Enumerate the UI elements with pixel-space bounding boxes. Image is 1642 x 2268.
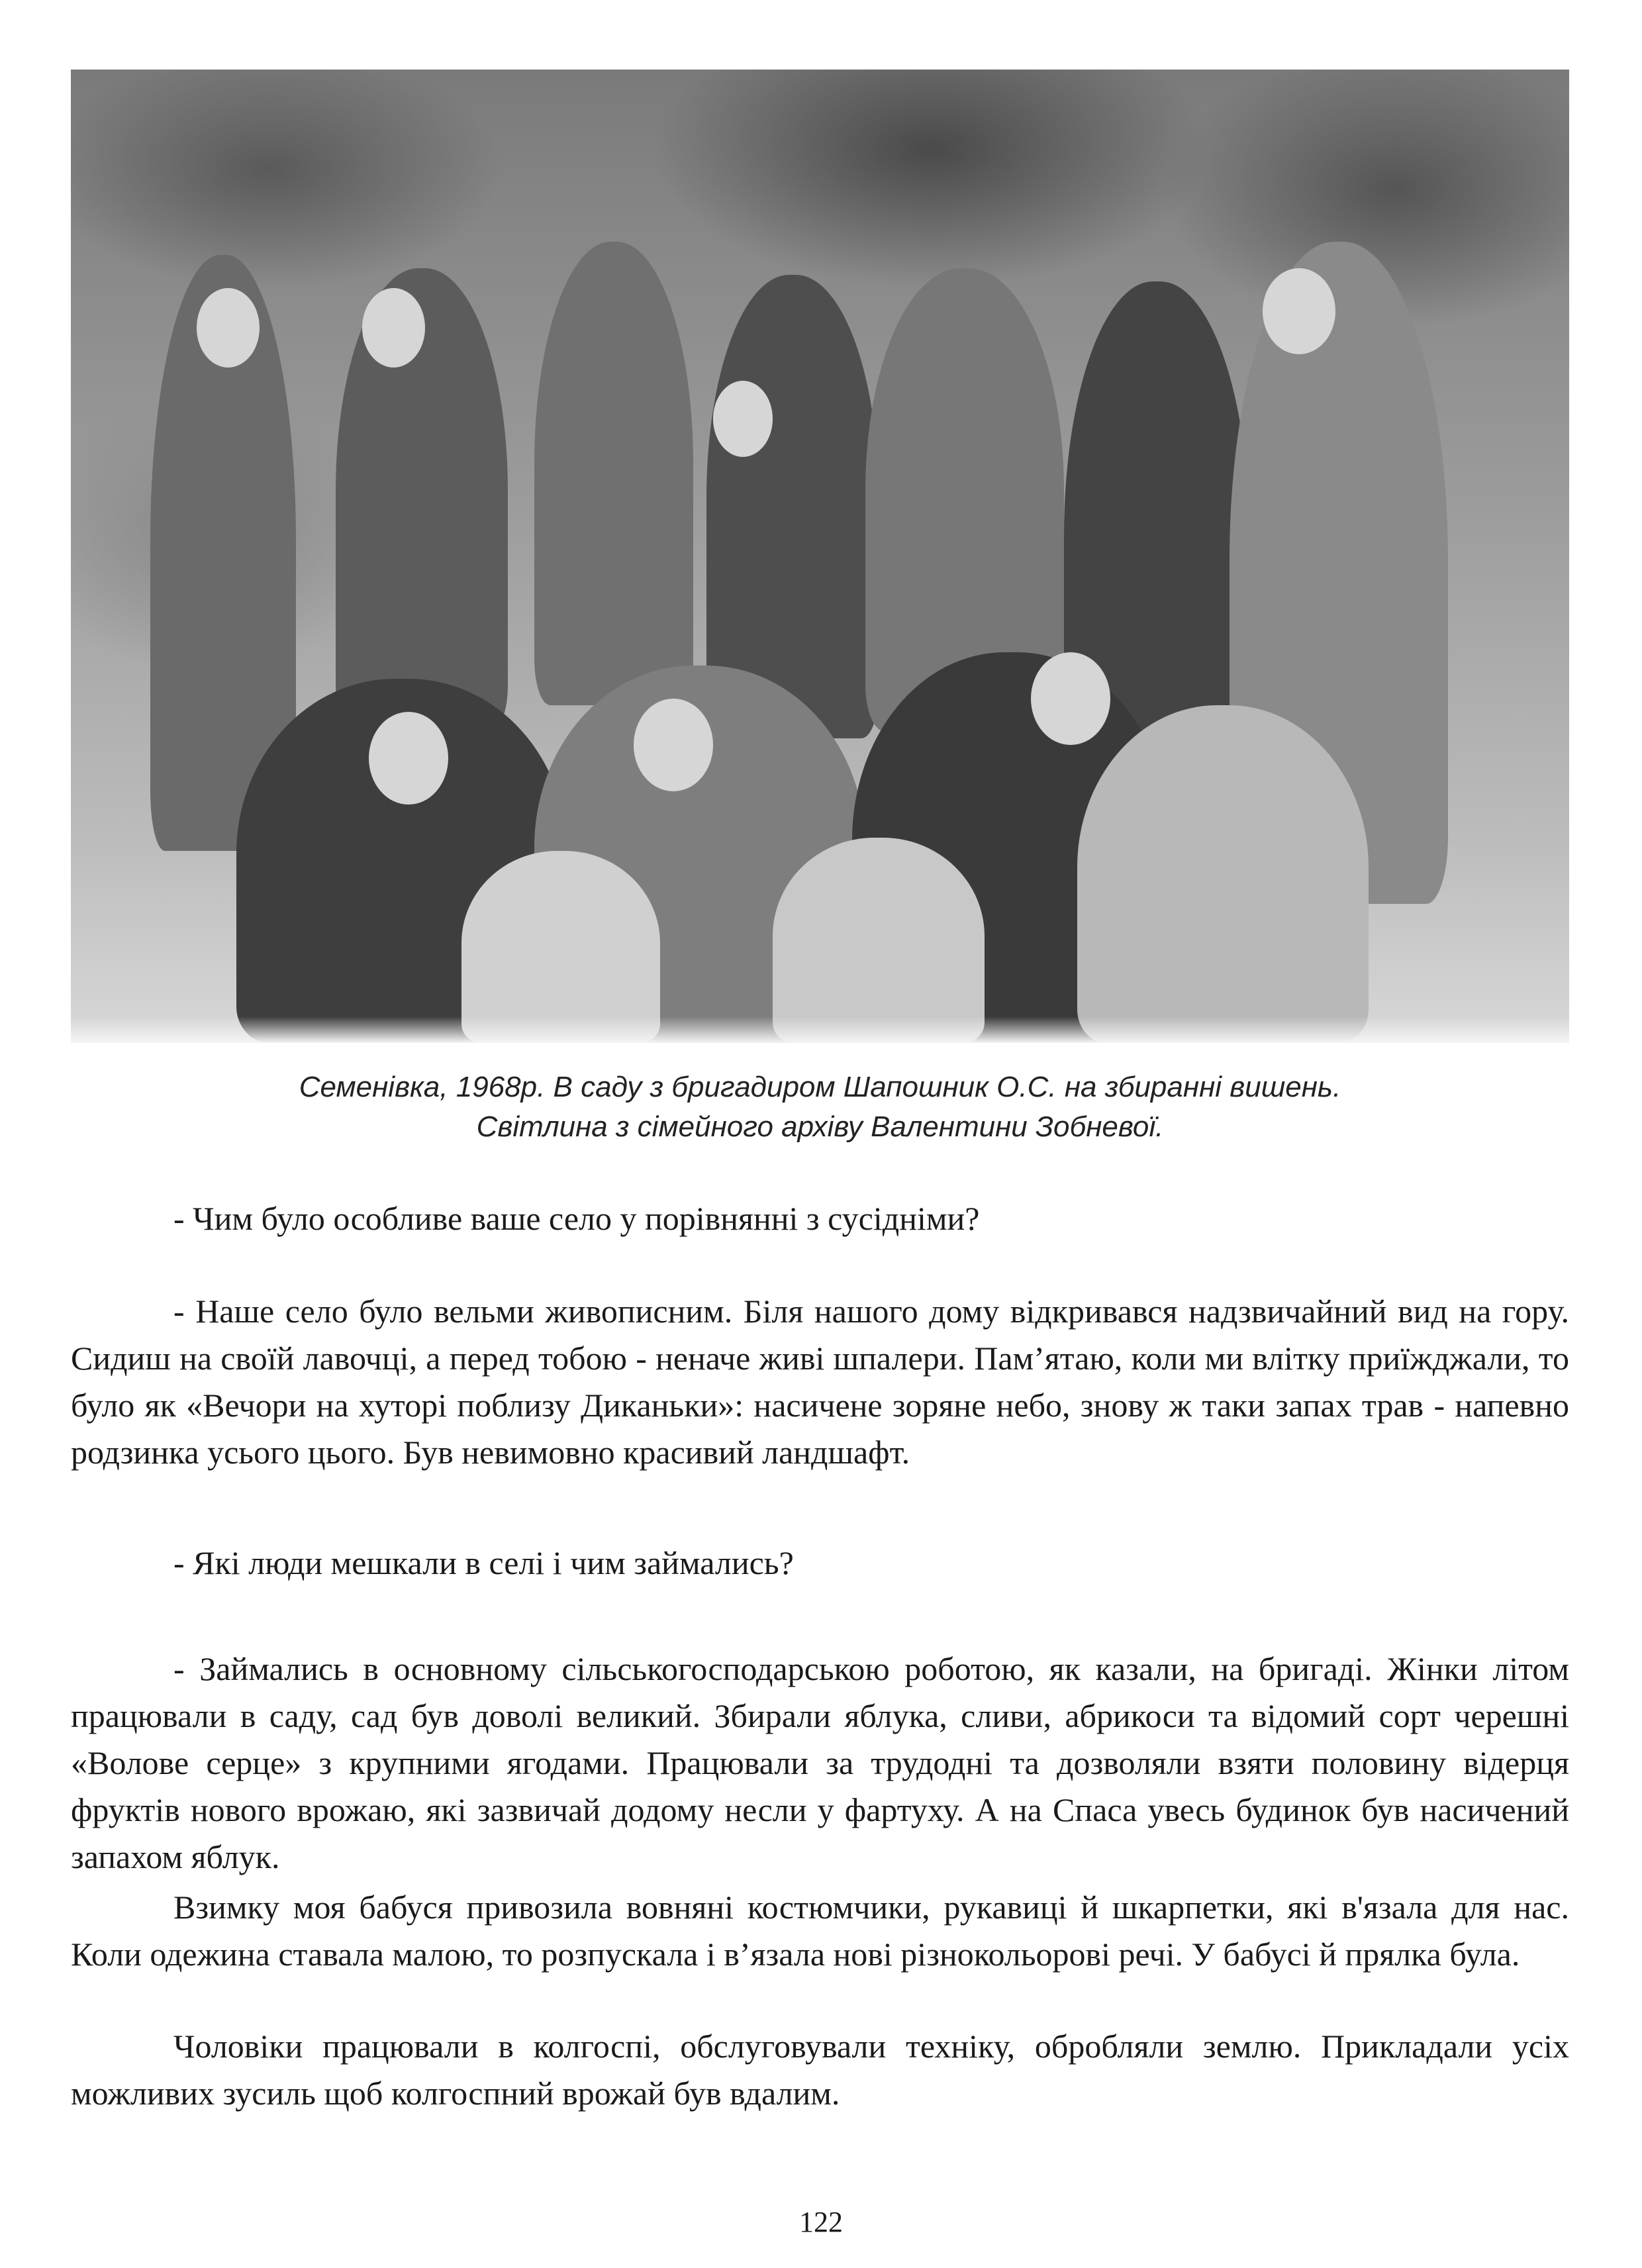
page-number: 122	[799, 2206, 843, 2238]
face	[197, 288, 260, 368]
photo-caption-line1: Семенівка, 1968р. В саду з бригадиром Шапошник О.С. на збиранні вишень.	[299, 1071, 1341, 1103]
answer-1: - Наше село було вельми живописним. Біля нашого дому відкривався надзвичайний вид на гору. Сидиш на своїй лавочці, а перед тобою - неначе живі шпалери. Пам’ятаю, коли ми влітку приїжджали, то було як «Вечори на хуторі поблизу Диканьки»: насичене зоряне небо, знову ж таки запах трав - напевно родзинка усього цього. Був невимовно красивий ландшафт.	[71, 1293, 1569, 1471]
group-photo	[71, 70, 1569, 1043]
child-figure	[773, 838, 985, 1043]
face	[713, 381, 773, 457]
photo-caption-line2: Світлина з сімейного архіву Валентини Зобневої.	[476, 1110, 1164, 1143]
paragraph-4: Чоловіки працювали в колгоспі, обслуговували техніку, обробляли землю. Прикладали усіх можливих зусиль щоб колгоспний врожай був вдалим.	[71, 2028, 1569, 2112]
photo-torn-edge	[71, 1016, 1569, 1043]
person-figure	[1077, 705, 1369, 1043]
question-1: - Чим було особливе ваше село у порівнянні з сусідніми?	[173, 1200, 980, 1237]
face	[1031, 652, 1110, 745]
face	[1263, 268, 1335, 354]
face	[634, 699, 713, 791]
child-figure	[461, 851, 660, 1043]
answer-2: - Займались в основному сільськогосподарською роботою, як казали, на бригаді. Жінки літом працювали в саду, сад був доволі великий. Збирали яблука, сливи, абрикоси та відомий сорт черешні «Волове серце» з крупними ягодами. Працювали за трудодні та дозволяли взяти половину відерця фруктів нового врожаю, які зазвичай додому несли у фартуху. А на Спаса увесь будинок був насичений запахом яблук.	[71, 1650, 1569, 1875]
person-figure	[534, 242, 693, 705]
face	[369, 712, 448, 805]
paragraph-3: Взимку моя бабуся привозила вовняні костюмчики, рукавиці й шкарпетки, які в'язала для нас. Коли одежина ставала малою, то розпускала і в’язала нові різнокольорові речі. У бабусі й прялка була.	[71, 1889, 1569, 1973]
face	[362, 288, 425, 368]
question-2: - Які люди мешкали в селі і чим займались?	[173, 1544, 794, 1581]
